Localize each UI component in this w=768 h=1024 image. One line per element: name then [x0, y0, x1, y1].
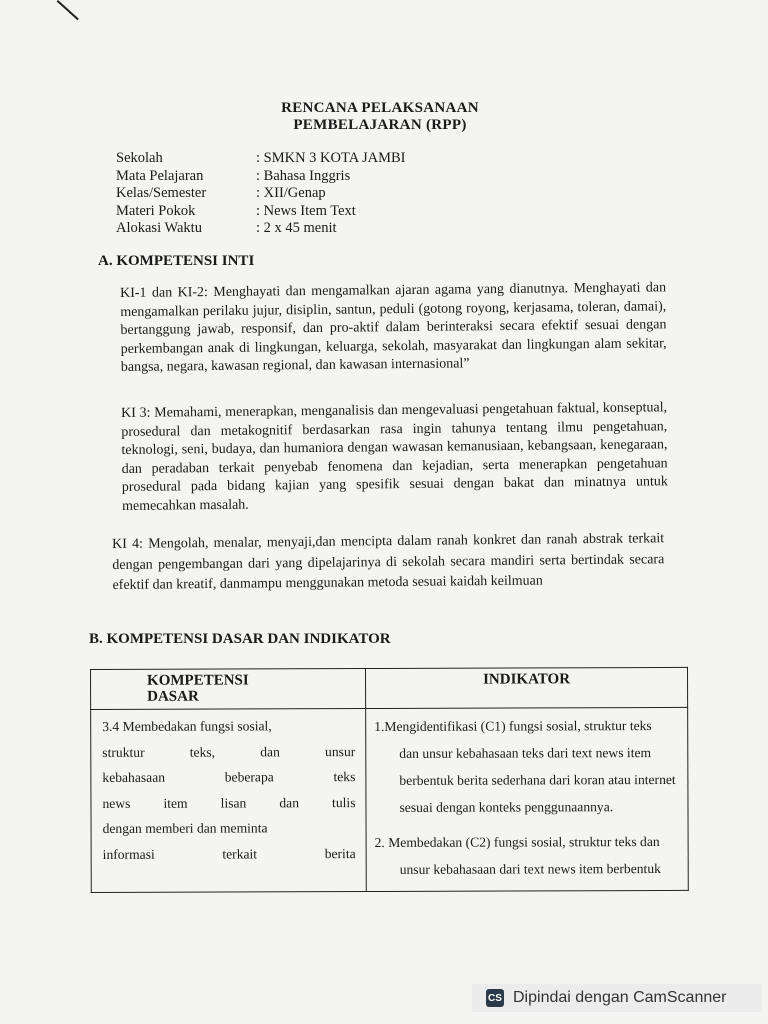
identity-value: : SMKN 3 KOTA JAMBI: [256, 150, 406, 166]
kd-word: informasi: [102, 846, 155, 862]
section-b-heading: B. KOMPETENSI DASAR DAN INDIKATOR: [89, 631, 391, 647]
document-title-line2: PEMBELAJARAN (RPP): [293, 117, 467, 133]
kd-text-line: [102, 739, 355, 765]
kd-text-line: [103, 815, 356, 841]
kd-word: dan: [260, 743, 280, 759]
identity-label: Kelas/Semester: [116, 185, 207, 201]
table-row: [91, 707, 689, 892]
kd-word: teks: [333, 769, 356, 785]
identity-row: [116, 203, 406, 221]
kd-text-line: [102, 713, 355, 739]
corner-pen-mark: [57, 0, 79, 20]
kd-text-line: [102, 764, 355, 790]
kd-header-line1: KOMPETENSI: [147, 672, 249, 689]
ki-4-paragraph: KI 4: Mengolah, menalar, menyaji,dan mencipta dalam ranah konkret dan ranah abstrak terkait dengan pengembangan dari yang dipelajarinya di sekolah secara mandiri serta bertindak secara efektif dan kreatif, danmampu menggunakan metoda sesuai kaidah keilmuan: [112, 531, 665, 593]
identity-value: : News Item Text: [256, 202, 356, 219]
kd-word: struktur: [102, 744, 145, 760]
kd-word: berita: [324, 845, 356, 861]
indikator-column-header: INDIKATOR: [366, 667, 688, 708]
identity-row: [116, 220, 406, 238]
indicator-item: [374, 712, 681, 821]
identity-row: [116, 185, 406, 203]
identity-label: Mata Pelajaran: [116, 167, 204, 184]
kd-cell: [91, 709, 367, 893]
indicator-item: [375, 828, 682, 883]
indicator-line: berbentuk berita sederhana dari koran atau internet: [399, 771, 676, 788]
identity-row: [116, 168, 406, 186]
indicator-line: sesuai dengan konteks penggunaannya.: [399, 799, 614, 815]
indicator-line: 2. Membedakan (C2) fungsi sosial, struktur teks dan: [374, 834, 660, 851]
watermark-text: Dipindai dengan CamScanner: [513, 989, 727, 1006]
kd-header-line2: DASAR: [147, 688, 199, 705]
identity-block: [116, 150, 406, 238]
kd-word: unsur: [325, 743, 356, 759]
indicator-line: 1.Mengidentifikasi (C1) fungsi sosial, struktur teks: [374, 718, 652, 735]
identity-value: : 2 x 45 menit: [256, 220, 337, 236]
kd-word: dan: [279, 794, 300, 810]
document-title-line1: RENCANA PELAKSANAAN: [281, 100, 479, 116]
kd-word: terkait: [222, 845, 258, 862]
kd-word: beberapa: [224, 769, 274, 785]
kd-word: 3.4 Membedakan fungsi sosial,: [102, 718, 272, 734]
camscanner-logo-icon: CS: [486, 989, 504, 1007]
identity-label: Alokasi Waktu: [116, 220, 202, 236]
indicator-line: unsur kebahasaan dari text news item berbentuk: [399, 861, 661, 877]
kd-text-line: [103, 841, 356, 867]
identity-label: Materi Pokok: [116, 202, 196, 219]
kd-text-line: [102, 790, 355, 816]
kd-column-header: [91, 669, 366, 710]
indikator-cell: [366, 707, 689, 891]
indicator-line: dan unsur kebahasaan teks dari text news item: [399, 745, 652, 761]
identity-row: [116, 150, 406, 168]
camscanner-watermark: [472, 984, 762, 1012]
kd-indikator-table: [90, 667, 689, 893]
kd-word: tulis: [332, 794, 356, 810]
kd-word: kebahasaan: [102, 769, 166, 785]
kd-word: news: [102, 795, 131, 811]
kd-word: item: [163, 795, 188, 811]
kd-word: teks,: [189, 744, 216, 760]
kd-word: lisan: [220, 794, 247, 811]
ki-1-2-paragraph: KI-1 dan KI-2: Menghayati dan mengamalkan ajaran agama yang dianutnya. Menghayati dan mengamalkan perilaku jujur, disiplin, santun, peduli (gotong royong, kerjasama, toleran, damai), bertanggung jawab, responsif, dan pro-aktif dalam berinteraksi secara efektif sesuai dengan perkembangan anak di lingkungan, keluarga, sekolah, masyarakat dan lingkungan alam sekitar, bangsa, negara, kawasan regional, dan kawasan internasional”: [120, 280, 667, 376]
section-a-heading: A. KOMPETENSI INTI: [98, 253, 255, 269]
identity-value: : XII/Genap: [256, 185, 326, 201]
kd-word: dengan memberi dan meminta: [102, 820, 268, 836]
table-header-row: [91, 667, 688, 709]
ki-3-paragraph: KI 3: Memahami, menerapkan, menganalisis dan mengevaluasi pengetahuan faktual, konseptual, prosedural dan metakognitif berdasarkan rasa ingin tahunya tentang ilmu pengetahuan, teknologi, seni, budaya, dan humaniora dengan wawasan kemanusiaan, kebangsaan, kenegaraan, dan peradaban terkait penyebab fenomena dan kejadian, serta menerapkan pengetahuan prosedural pada bidang kajian yang spesifik sesuai dengan bakat dan minatnya untuk memecahkan masalah.: [121, 400, 668, 514]
identity-value: : Bahasa Inggris: [256, 167, 351, 184]
identity-label: Sekolah: [116, 150, 163, 166]
